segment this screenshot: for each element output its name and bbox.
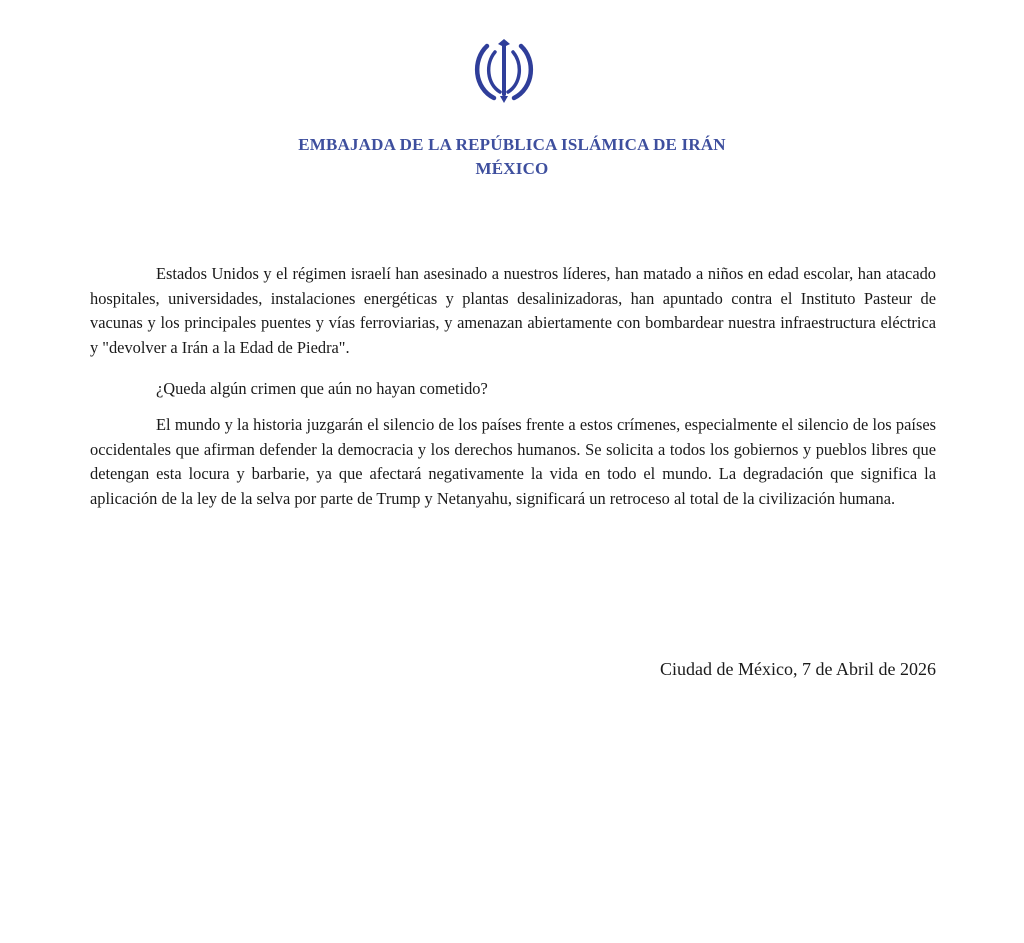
iran-emblem-icon (470, 38, 538, 104)
place-and-date: Ciudad de México, 7 de Abril de 2026 (660, 659, 936, 679)
embassy-title: EMBAJADA DE LA REPÚBLICA ISLÁMICA DE IRÁN (298, 135, 726, 154)
body-paragraph-1: Estados Unidos y el régimen israelí han asesinado a nuestros líderes, han matado a niños en edad escolar, han atacado hospitales, universidades, instalaciones energéticas y plantas desalinizadoras, han apuntado contra el Instituto Pasteur de vacunas y los principales puentes y vías ferroviarias, y amenazan abiertamente con bombardear nuestra infraestructura eléctrica y "devolver a Irán a la Edad de Piedra". (90, 264, 936, 357)
body-paragraph-3: El mundo y la historia juzgarán el silencio de los países frente a estos crímenes, especialmente el silencio de los países occidentales que afirman defender la democracia y los derechos humanos. Se solicita a todos los gobiernos y pueblos libres que detengan esta locura y barbarie, ya que afectará negativamente la vida en todo el mundo. La degradación que significa la aplicación de la ley de la selva por parte de Trump y Netanyahu, significará un retroceso al total de la civilización humana. (90, 415, 936, 508)
embassy-country: MÉXICO (475, 159, 549, 178)
body-paragraph-2: ¿Queda algún crimen que aún no hayan cometido? (156, 379, 488, 398)
